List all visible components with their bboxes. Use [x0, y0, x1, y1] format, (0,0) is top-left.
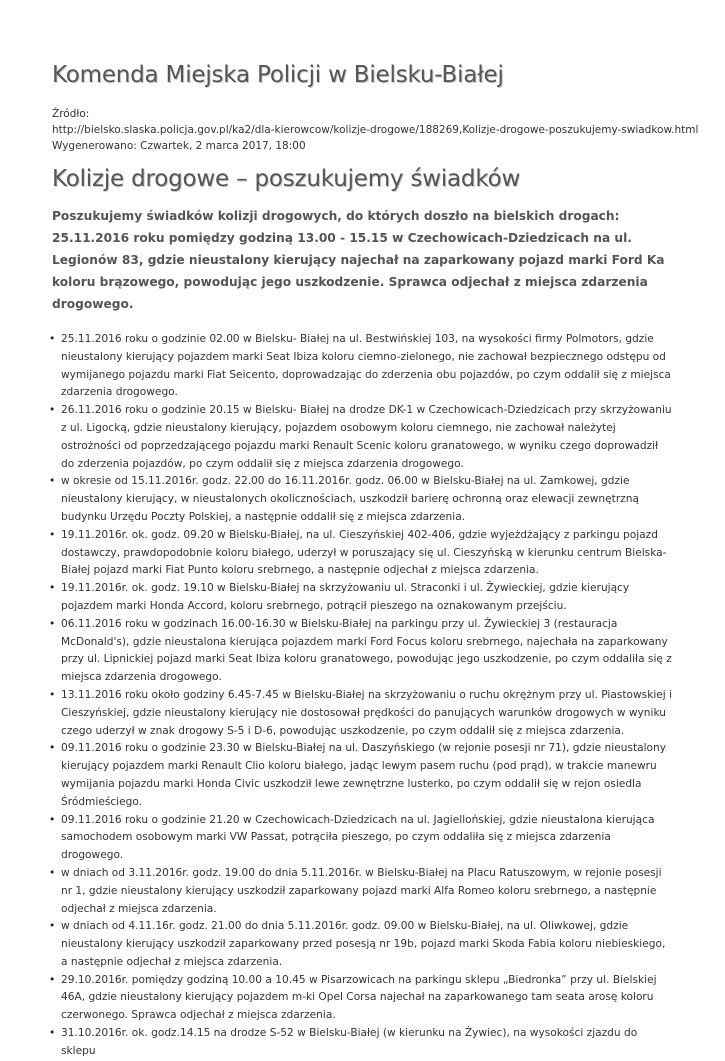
- list-item: • 29.10.2016r. pomiędzy godziną 10.00 a 10.45 w Pisarzowicach na parkingu sklepu „Biedronka” przy ul. Bielskiej 46A, gdzie nieustalony kierujący pojazdem m-ki Opel Corsa najechał na zaparkowanego tam seata arosę koloru czerwonego. Sprawca odjechał z miejsca zdarzenia.: [52, 972, 673, 1025]
- list-item: • 09.11.2016 roku o godzinie 23.30 w Bielsku-Białej na ul. Daszyńskiego (w rejonie posesji nr 71), gdzie nieustalony kierujący pojazdem marki Renault Clio koloru białego, jadąc lewym pasem ruchu (pod prąd), w trakcie manewru wymijania pojazdu marki Honda Civic uszkodził lewe zewnętrzne lusterko, po czym oddalił się w rejon osiedla Śródmieściego.: [52, 740, 673, 811]
- list-item: • 19.11.2016r. ok. godz. 09.20 w Bielsku-Białej, na ul. Cieszyńskiej 402-406, gdzie wyjeżdżający z parkingu pojazd dostawczy, prawdopodobnie koloru białego, uderzył w poruszający się ul. Cieszyńską w kierunku centrum Bielska-Białej pojazd marki Fiat Punto koloru srebrnego, a następnie odjechał z miejsca zdarzenia.: [52, 527, 673, 580]
- list-item: • 31.10.2016r. ok. godz.14.15 na drodze S-52 w Bielsku-Białej (w kierunku na Żywiec), na wysokości zjazdu do sklepu: [52, 1025, 673, 1061]
- article-title: Kolizje drogowe – poszukujemy świadków: [52, 166, 521, 192]
- article-lead: Poszukujemy świadków kolizji drogowych, do których doszło na bielskich drogach: 25.11.2016 roku pomiędzy godziną 13.00 - 15.15 w Czechowicach-Dziedzicach na ul. Legionów 83, gdzie nieustalony kierujący najechał na zaparkowany pojazd marki Ford Ka koloru brązowego, powodując jego uszkodzenie. Sprawca odjechał z miejsca zdarzenia drogowego.: [52, 209, 665, 311]
- site-title: Komenda Miejska Policji w Bielsku-Białej: [52, 62, 504, 88]
- list-item: • 25.11.2016 roku o godzinie 02.00 w Bielsku- Białej na ul. Bestwińskiej 103, na wysokości firmy Polmotors, gdzie nieustalony kierujący pojazdem marki Seat Ibiza koloru ciemno-zielonego, nie zachował bezpiecznego odstępu od wymijanego pojazdu marki Fiat Seicento, doprowadzając do zderzenia obu pojazdów, po czym oddalił się z miejsca zdarzenia drogowego.: [52, 331, 673, 402]
- list-item: • w okresie od 15.11.2016r. godz. 22.00 do 16.11.2016r. godz. 06.00 w Bielsku-Białej na ul. Zamkowej, gdzie nieustalony kierujący, w nieustalonych okolicznościach, uszkodził barierę ochronną oraz elewacji zewnętrzną budynku Urzędu Poczty Polskiej, a następnie oddalił się z miejsca zdarzenia.: [52, 473, 673, 526]
- list-item: • w dniach od 3.11.2016r. godz. 19.00 do dnia 5.11.2016r. w Bielsku-Białej na Placu Ratuszowym, w rejonie posesji nr 1, gdzie nieustalony kierujący uszkodził zaparkowany pojazd marki Alfa Romeo koloru srebrnego, a następnie odjechał z miejsca zdarzenia.: [52, 865, 673, 918]
- list-item: • 13.11.2016 roku około godziny 6.45-7.45 w Bielsku-Białej na skrzyżowaniu o ruchu okrężnym przy ul. Piastowskiej i Cieszyńskiej, gdzie nieustalony kierujący nie dostosował prędkości do panujących warunków drogowych w wyniku czego uderzył w znak drogowy S-5 i D-6, powodując uszkodzenie, po czym oddalił się z miejsca zdarzenia.: [52, 687, 673, 740]
- list-item: • w dniach od 4.11.16r. godz. 21.00 do dnia 5.11.2016r. godz. 09.00 w Bielsku-Białej, na ul. Oliwkowej, gdzie nieustalony kierujący uszkodził zaparkowany przed posesją nr 19b, pojazd marki Skoda Fabia koloru niebieskiego, a następnie odjechał z miejsca zdarzenia.: [52, 918, 673, 971]
- source-info: [52, 106, 699, 154]
- list-item: • 06.11.2016 roku w godzinach 16.00-16.30 w Bielsku-Białej na parkingu przy ul. Żywieckiej 3 (restauracja McDonald's), gdzie nieustalona kierująca pojazdem marki Ford Focus koloru srebrnego, najechała na zaparkowany przy ul. Lipnickiej pojazd marki Seat Ibiza koloru granatowego, powodując jego uszkodzenie, po czym oddaliła się z miejsca zdarzenia drogowego.: [52, 616, 673, 687]
- generated-date: Wygenerowano: Czwartek, 2 marca 2017, 18:00: [52, 140, 306, 152]
- incident-list: [52, 331, 673, 1061]
- list-item: • 19.11.2016r. ok. godz. 19.10 w Bielsku-Białej na skrzyżowaniu ul. Straconki i ul. Żywieckiej, gdzie kierujący pojazdem marki Honda Accord, koloru srebrnego, potrącił pieszego na oznakowanym przejściu.: [52, 580, 673, 616]
- list-item: • 26.11.2016 roku o godzinie 20.15 w Bielsku- Białej na drodze DK-1 w Czechowicach-Dziedzicach przy skrzyżowaniu z ul. Ligocką, gdzie nieustalony kierujący, pojazdem osobowym koloru ciemnego, nie zachował należytej ostrożności od poprzedzającego pojazdu marki Renault Scenic koloru granatowego, w wyniku czego doprowadził do zderzenia pojazdów, po czym oddalił się z miejsca zdarzenia drogowego.: [52, 402, 673, 473]
- source-label: Źródło:: [52, 108, 90, 120]
- source-url: http://bielsko.slaska.policja.gov.pl/ka2/dla-kierowcow/kolizje-drogowe/188269,Kolizje-drogowe-poszukujemy-swiadkow.html: [52, 124, 699, 136]
- list-item: • 09.11.2016 roku o godzinie 21.20 w Czechowicach-Dziedzicach na ul. Jagiellońskiej, gdzie nieustalona kierująca samochodem osobowym marki VW Passat, potrąciła pieszego, po czym oddaliła się z miejsca zdarzenia drogowego.: [52, 812, 673, 865]
